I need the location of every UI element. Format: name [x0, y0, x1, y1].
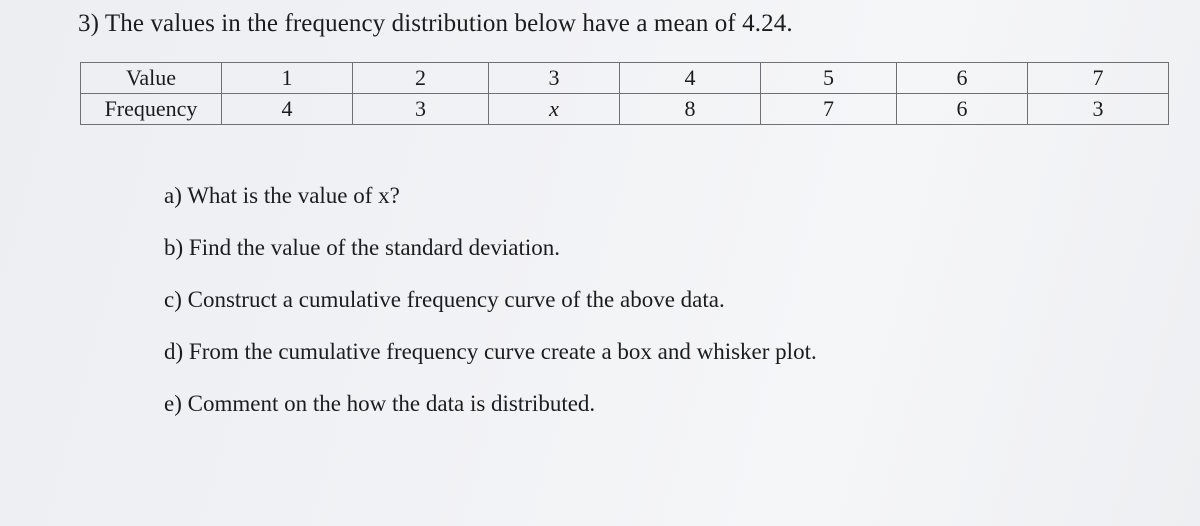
value-cell: 1 — [222, 63, 353, 94]
part-e: e) Comment on the how the data is distributed. — [164, 391, 596, 416]
table-row-values — [81, 63, 1169, 94]
frequency-cell: 6 — [897, 94, 1028, 125]
frequency-cell: 3 — [353, 94, 489, 125]
frequency-cell: 7 — [761, 94, 897, 125]
frequency-cell: 4 — [222, 94, 353, 125]
table-row-frequencies — [81, 94, 1169, 125]
part-c: c) Construct a cumulative frequency curve of the above data. — [164, 287, 725, 312]
row-header-value: Value — [81, 63, 222, 94]
row-header-frequency: Frequency — [81, 94, 222, 125]
value-cell: 2 — [353, 63, 489, 94]
value-cell: 5 — [761, 63, 897, 94]
question-parts — [164, 180, 817, 440]
part-d: d) From the cumulative frequency curve create a box and whisker plot. — [164, 339, 817, 364]
frequency-cell-unknown: x — [489, 94, 620, 125]
part-a: a) What is the value of x? — [164, 183, 400, 208]
value-cell: 3 — [489, 63, 620, 94]
value-cell: 4 — [620, 63, 761, 94]
value-cell: 7 — [1028, 63, 1169, 94]
frequency-table — [80, 62, 1169, 125]
value-cell: 6 — [897, 63, 1028, 94]
frequency-cell: 8 — [620, 94, 761, 125]
part-b: b) Find the value of the standard deviation. — [164, 235, 561, 260]
question-title: 3) The values in the frequency distribution below have a mean of 4.24. — [78, 10, 793, 37]
frequency-cell: 3 — [1028, 94, 1169, 125]
